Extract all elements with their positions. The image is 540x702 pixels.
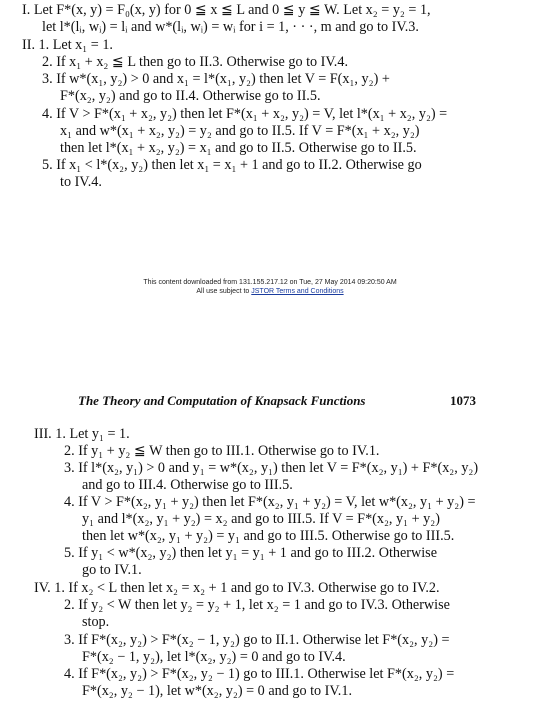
text-line: let l*(lᵢ, wᵢ) = lᵢ and w*(lᵢ, wᵢ) = wᵢ for i = 1, · · ·, m and go to IV.3. [42, 19, 419, 35]
text-line: x₁ and w*(x₁ + x₂, y₂) = y₂ and go to II.5. If V = F*(x₁ + x₂, y₂) [60, 123, 420, 139]
text-line: 3. If l*(x₂, y₁) > 0 and y₁ = w*(x₂, y₁) then let V = F*(x₂, y₁) + F*(x₂, y₂) [64, 460, 479, 476]
text-line: 3. If w*(x₁, y₂) > 0 and x₁ = l*(x₁, y₂) then let V = F(x₁, y₂) + [42, 71, 390, 87]
text-line: II. 1. Let x₁ = 1. [22, 37, 113, 53]
terms-prefix: All use subject to [196, 288, 250, 295]
text-line: 4. If V > F*(x₂, y₁ + y₂) then let F*(x₂, y₁ + y₂) = V, let w*(x₂, y₁ + y₂) = [64, 494, 476, 510]
text-line: stop. [82, 614, 110, 630]
text-line: 3. If F*(x₂, y₂) > F*(x₂ − 1, y₂) go to II.1. Otherwise let F*(x₂, y₂) = [64, 632, 450, 648]
running-title: The Theory and Computation of Knapsack Functions [78, 393, 366, 408]
text-line: to IV.4. [60, 174, 102, 190]
text-line: 2. If x₁ + x₂ ≦ L then go to II.3. Otherwise go to IV.4. [42, 54, 348, 70]
text-line: F*(x₂ − 1, y₂), let l*(x₂, y₂) = 0 and go to IV.4. [82, 649, 346, 665]
text-line: then let l*(x₁ + x₂, y₂) = x₁ and go to II.5. Otherwise go to II.5. [60, 140, 417, 156]
text-line: go to IV.1. [82, 562, 142, 578]
terms-notice [0, 287, 540, 296]
jstor-terms-link[interactable]: JSTOR Terms and Conditions [251, 288, 344, 295]
text-line: and go to III.4. Otherwise go to III.5. [82, 477, 293, 493]
text-line: 5. If x₁ < l*(x₂, y₂) then let x₁ = x₁ + 1 and go to II.2. Otherwise go [42, 157, 422, 173]
text-line: I. Let F*(x, y) = F₀(x, y) for 0 ≦ x ≦ L and 0 ≦ y ≦ W. Let x₂ = y₂ = 1, [22, 2, 431, 18]
text-line: F*(x₂, y₂ − 1), let w*(x₂, y₂) = 0 and go to IV.1. [82, 683, 352, 699]
text-line: 5. If y₁ < w*(x₂, y₂) then let y₁ = y₁ + 1 and go to III.2. Otherwise [64, 545, 438, 561]
text-line: IV. 1. If x₂ < L then let x₂ = x₂ + 1 and go to IV.3. Otherwise go to IV.2. [34, 580, 440, 596]
text-line: y₁ and l*(x₂, y₁ + y₂) = x₂ and go to III.5. If V = F*(x₂, y₁ + y₂) [82, 511, 440, 527]
text-line: 4. If V > F*(x₁ + x₂, y₂) then let F*(x₁ + x₂, y₂) = V, let l*(x₁ + x₂, y₂) = [42, 106, 448, 122]
text-line: 2. If y₁ + y₂ ≦ W then go to III.1. Otherwise go to IV.1. [64, 443, 380, 459]
text-line: 2. If y₂ < W then let y₂ = y₂ + 1, let x₂ = 1 and go to IV.3. Otherwise [64, 597, 450, 613]
running-header [78, 393, 476, 409]
text-line: III. 1. Let y₁ = 1. [34, 426, 130, 442]
page-number: 1073 [450, 393, 476, 408]
text-line: 4. If F*(x₂, y₂) > F*(x₂, y₂ − 1) go to III.1. Otherwise let F*(x₂, y₂) = [64, 666, 455, 682]
text-line: then let w*(x₂, y₁ + y₂) = y₁ and go to III.5. Otherwise go to III.5. [82, 528, 455, 544]
download-notice: This content downloaded from 131.155.217.12 on Tue, 27 May 2014 09:20:50 AM [143, 279, 397, 286]
text-line: F*(x₂, y₂) and go to II.4. Otherwise go to II.5. [60, 88, 321, 104]
